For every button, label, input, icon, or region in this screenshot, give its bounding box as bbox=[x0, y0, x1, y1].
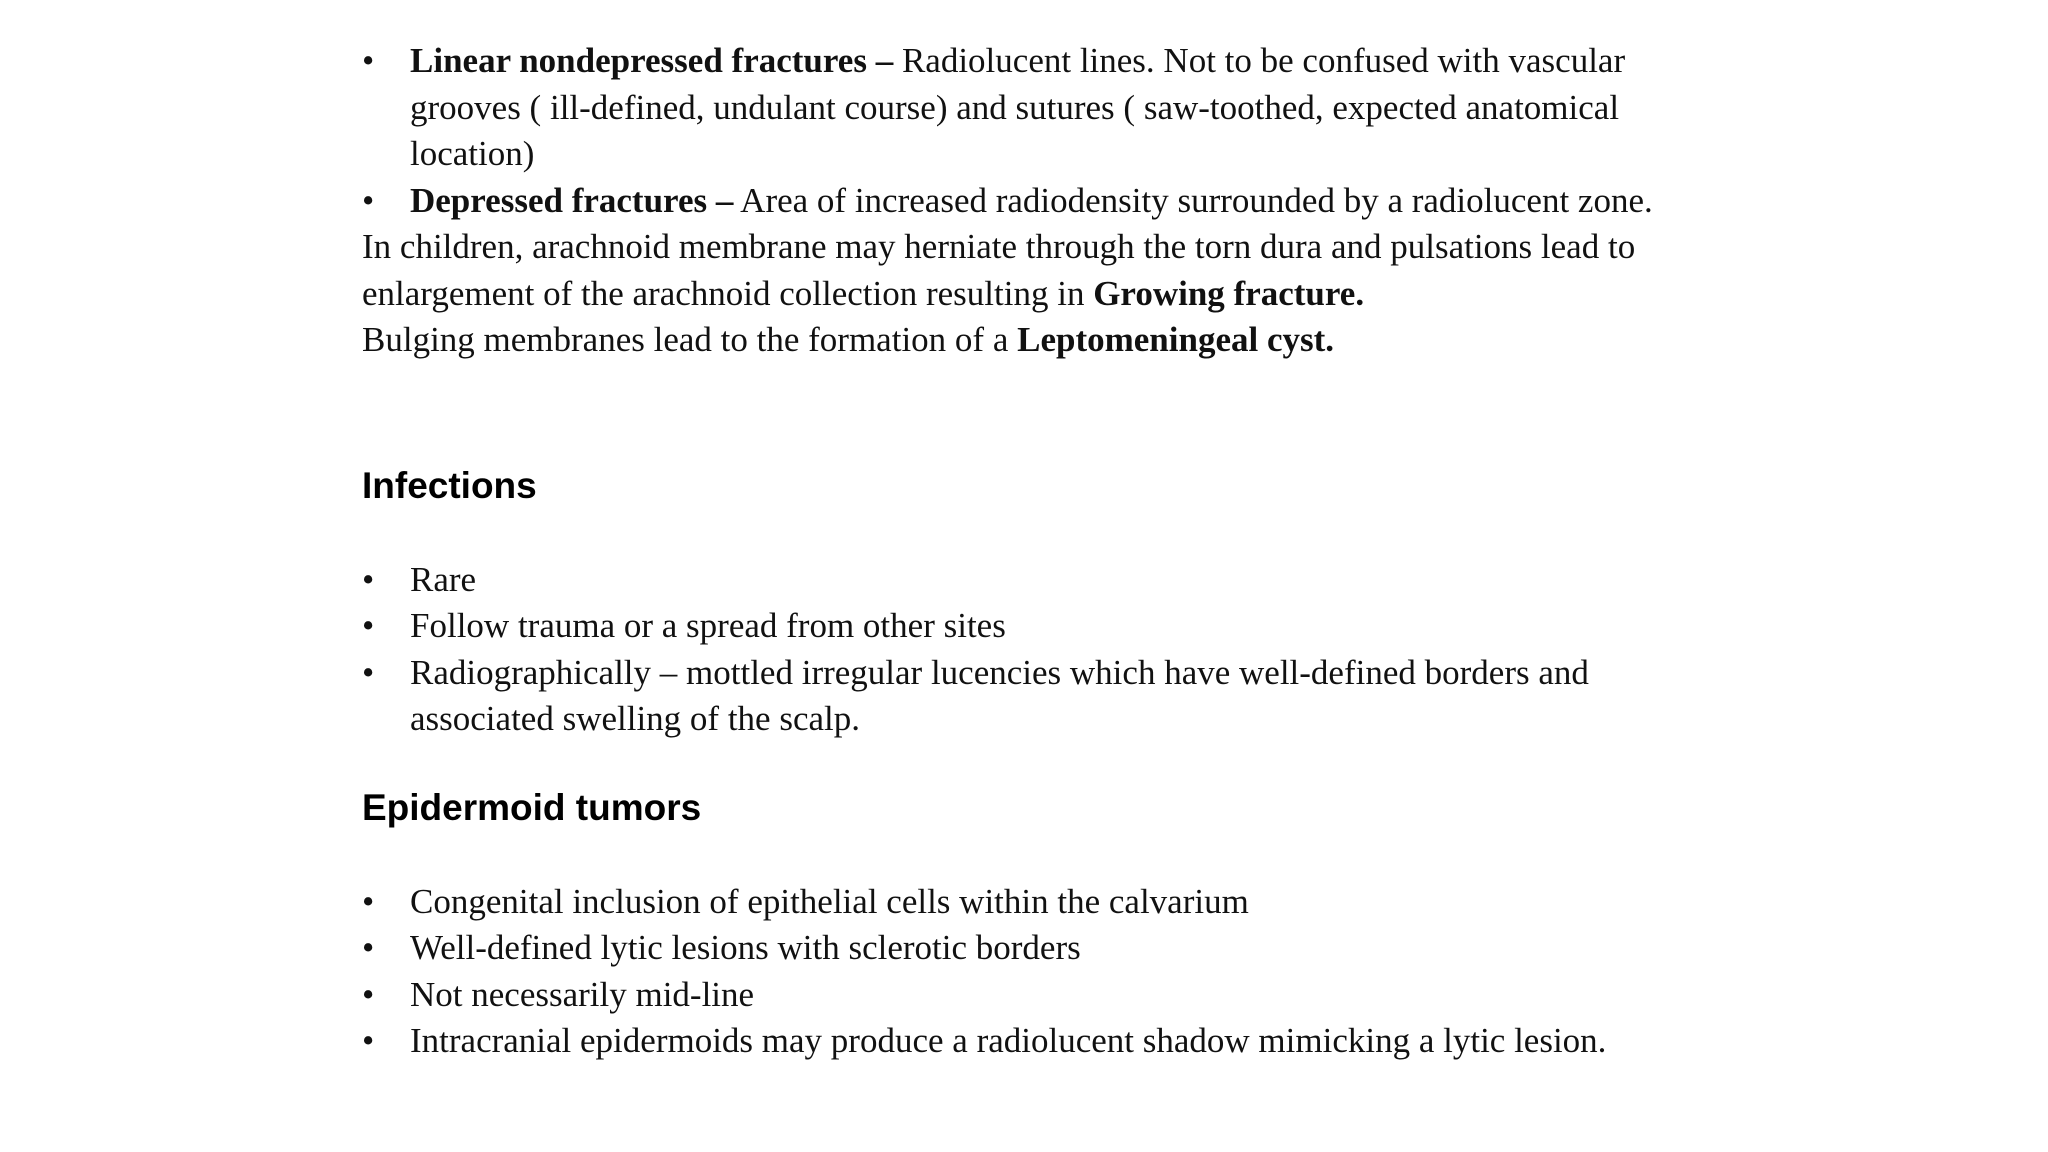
bullet-mark: • bbox=[362, 41, 375, 80]
list-item bbox=[362, 557, 1732, 604]
item-text: Congenital inclusion of epithelial cells within the calvarium bbox=[410, 881, 1249, 921]
bullet-mark: • bbox=[362, 974, 375, 1014]
epidermoid-list bbox=[362, 879, 1732, 1065]
list-item bbox=[362, 178, 1732, 225]
document-page bbox=[362, 38, 1732, 1065]
term-growing-fracture: Growing fracture. bbox=[1093, 273, 1365, 313]
bullet-mark: • bbox=[362, 559, 375, 599]
item-text: Radiographically – mottled irregular lucencies which have well-defined borders and associated swelling of the scalp. bbox=[410, 652, 1589, 738]
bullet-mark: • bbox=[362, 606, 375, 645]
infection-list bbox=[362, 557, 1732, 743]
bullet-mark: • bbox=[362, 652, 375, 692]
growing-fracture-paragraph bbox=[362, 224, 1732, 364]
section-heading-infections: Infections bbox=[362, 464, 537, 506]
item-text: Intracranial epidermoids may produce a radiolucent shadow mimicking a lytic lesion. bbox=[410, 1021, 1607, 1060]
bullet-mark: • bbox=[362, 1021, 375, 1060]
list-item bbox=[362, 925, 1732, 972]
item-text: Radiolucent lines. Not to be confused with vascular grooves ( ill-defined, undulant course) and sutures ( saw-toothed, expected anatomical location) bbox=[410, 41, 1626, 173]
item-text: Area of increased radiodensity surrounded by a radiolucent zone. bbox=[733, 180, 1653, 220]
list-item bbox=[362, 1018, 1732, 1065]
section-heading-epidermoid-tumors: Epidermoid tumors bbox=[362, 786, 702, 828]
bullet-mark: • bbox=[362, 881, 375, 921]
item-text: Well-defined lytic lesions with sclerotic borders bbox=[410, 928, 1081, 967]
list-item bbox=[362, 38, 1732, 178]
fracture-list bbox=[362, 38, 1732, 224]
term-leptomeningeal-cyst: Leptomeningeal cyst. bbox=[1017, 320, 1335, 359]
term-linear-nondepressed: Linear nondepressed fractures – bbox=[410, 41, 894, 80]
list-item bbox=[362, 879, 1732, 926]
list-item bbox=[362, 650, 1732, 743]
paragraph-text: Bulging membranes lead to the formation of a bbox=[362, 320, 1018, 359]
item-text: Not necessarily mid-line bbox=[410, 974, 755, 1014]
list-item bbox=[362, 972, 1732, 1019]
paragraph-text: In children, arachnoid membrane may herniate through the torn dura and pulsations lead to enlargement of the arachnoid collection resulting in bbox=[362, 227, 1636, 313]
bullet-mark: • bbox=[362, 928, 375, 967]
term-depressed: Depressed fractures – bbox=[410, 180, 734, 220]
bullet-mark: • bbox=[362, 180, 375, 220]
item-text: Follow trauma or a spread from other sites bbox=[410, 606, 1006, 645]
list-item bbox=[362, 603, 1732, 650]
item-text: Rare bbox=[410, 559, 477, 599]
